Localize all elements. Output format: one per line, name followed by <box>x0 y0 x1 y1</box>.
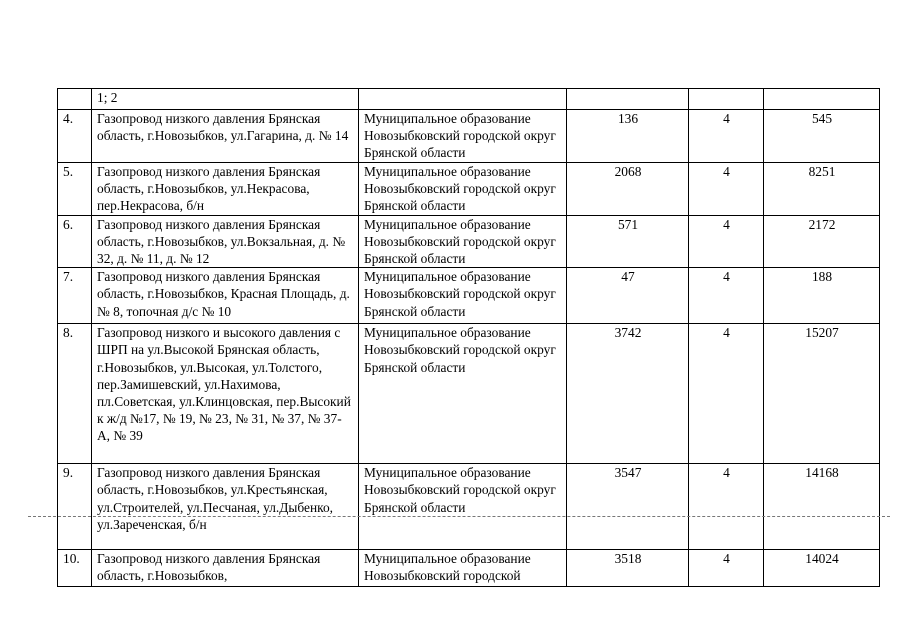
rate-value: 4 <box>689 268 764 324</box>
object-name: Газопровод низкого давления Брянская область, г.Новозыбков, ул.Некрасова, пер.Некрасова, б/н <box>92 162 359 215</box>
gas-pipeline-table <box>57 88 880 587</box>
object-name: Газопровод низкого и высокого давления с ШРП на ул.Высокой Брянская область, г.Новозыбков, ул.Высокая, ул.Толстого, пер.Замишевский, ул.Нахимова, пл.Советская, ул.Клинцовская, пер.Высокий к ж/д №17, № 19, № 23, № 31, № 37, № 37-А, № 39 <box>92 324 359 464</box>
row-number: 8. <box>58 324 92 464</box>
rate-value: 4 <box>689 162 764 215</box>
table-row <box>58 268 880 324</box>
table-row <box>58 324 880 464</box>
document-page <box>57 88 879 587</box>
object-name: Газопровод низкого давления Брянская область, г.Новозыбков, Красная Площадь, д. № 8, топочная д/с № 10 <box>92 268 359 324</box>
rate-value <box>689 89 764 110</box>
row-number: 6. <box>58 215 92 268</box>
rate-value: 4 <box>689 464 764 550</box>
length-value: 136 <box>567 110 689 163</box>
page-break-line <box>28 516 890 517</box>
length-value: 47 <box>567 268 689 324</box>
total-value: 14168 <box>764 464 880 550</box>
table-row <box>58 110 880 163</box>
length-value: 3518 <box>567 550 689 587</box>
row-number: 4. <box>58 110 92 163</box>
length-value: 3547 <box>567 464 689 550</box>
rate-value: 4 <box>689 550 764 587</box>
length-value <box>567 89 689 110</box>
object-name: Газопровод низкого давления Брянская область, г.Новозыбков, ул.Вокзальная, д. № 32, д. № 11, д. № 12 <box>92 215 359 268</box>
rate-value: 4 <box>689 110 764 163</box>
row-number: 7. <box>58 268 92 324</box>
length-value: 571 <box>567 215 689 268</box>
length-value: 2068 <box>567 162 689 215</box>
object-name: Газопровод низкого давления Брянская область, г.Новозыбков, <box>92 550 359 587</box>
owner-name: Муниципальное образование Новозыбковский городской округ Брянской области <box>359 215 567 268</box>
object-name: Газопровод низкого давления Брянская область, г.Новозыбков, ул.Крестьянская, ул.Строителей, ул.Песчаная, ул.Дыбенко, ул.Зареченская, б/н <box>92 464 359 550</box>
total-value: 545 <box>764 110 880 163</box>
table-row <box>58 89 880 110</box>
length-value: 3742 <box>567 324 689 464</box>
owner-name: Муниципальное образование Новозыбковский городской округ Брянской области <box>359 268 567 324</box>
owner-name: Муниципальное образование Новозыбковский городской округ Брянской области <box>359 464 567 550</box>
owner-name: Муниципальное образование Новозыбковский городской округ Брянской области <box>359 324 567 464</box>
rate-value: 4 <box>689 324 764 464</box>
row-number: 9. <box>58 464 92 550</box>
row-number <box>58 89 92 110</box>
owner-name <box>359 89 567 110</box>
object-name: Газопровод низкого давления Брянская область, г.Новозыбков, ул.Гагарина, д. № 14 <box>92 110 359 163</box>
owner-name: Муниципальное образование Новозыбковский городской округ Брянской области <box>359 162 567 215</box>
total-value: 15207 <box>764 324 880 464</box>
total-value <box>764 89 880 110</box>
row-number: 10. <box>58 550 92 587</box>
owner-name: Муниципальное образование Новозыбковский городской <box>359 550 567 587</box>
total-value: 2172 <box>764 215 880 268</box>
table-row <box>58 550 880 587</box>
rate-value: 4 <box>689 215 764 268</box>
object-name: 1; 2 <box>92 89 359 110</box>
table-row <box>58 464 880 550</box>
table-row <box>58 162 880 215</box>
total-value: 8251 <box>764 162 880 215</box>
table-row <box>58 215 880 268</box>
owner-name: Муниципальное образование Новозыбковский городской округ Брянской области <box>359 110 567 163</box>
total-value: 188 <box>764 268 880 324</box>
total-value: 14024 <box>764 550 880 587</box>
row-number: 5. <box>58 162 92 215</box>
